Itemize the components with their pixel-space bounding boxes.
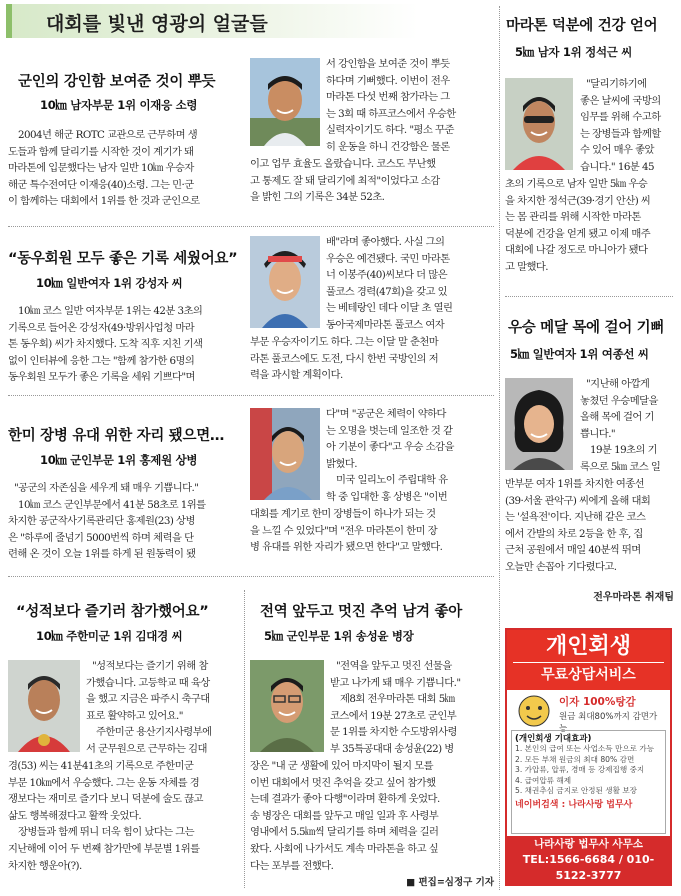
runner-portrait-icon [250, 236, 320, 328]
ad-phone[interactable]: TEL:1566-6684 / 010-5122-3777 [522, 853, 655, 882]
text-line: 받고 나가게 돼 매우 기쁩니다." [330, 676, 461, 689]
text-line: 을 했고 지금은 파주시 축구대 [86, 693, 210, 706]
article4-body-top [86, 658, 238, 758]
text-line: 라톤 풀코스에도 도전, 다시 한번 국방인의 저 [250, 352, 439, 365]
text-line: 놓쳤던 우승메달을 [580, 394, 658, 407]
banner-title: 대회를 빛낸 영광의 얼굴들 [46, 13, 268, 35]
text-line: 서 강인함을 보여준 것이 뿌듯 [326, 58, 450, 70]
article5-body-top [330, 658, 494, 758]
text-line: 동아국제마라톤 풀코스 여자 [326, 318, 445, 331]
ad-address: 서울시 구로구 구로동 [555, 886, 622, 894]
article1-body-left [8, 127, 244, 210]
text-line: 문 1위를 차지한 수도방위사령 [330, 726, 457, 739]
article7-subhead: 5㎞ 일반여자 1위 여종선 씨 [510, 347, 649, 361]
ad-benefits-box [511, 730, 666, 834]
ad-rate: 이자 100%탕감 [559, 696, 636, 708]
text-line: 력을 과시할 계획이다. [250, 369, 343, 382]
text-line: 밝혔다. [326, 457, 357, 470]
text-line: 지난해에 이어 두 번째 참가만에 부문별 1위를 [8, 842, 200, 855]
article5-photo [250, 660, 324, 752]
text-line: 풀코스 경력(47회)을 갖고 있 [326, 285, 448, 298]
article2-headline: “동우회원 모두 좋은 기록 세웠어요” [8, 251, 238, 267]
runner-portrait-icon [505, 78, 573, 170]
divider [8, 395, 494, 396]
article2-subhead: 10㎞ 일반여자 1위 강성자 씨 [36, 276, 183, 290]
text-line: 영내에서 5.5㎞씩 달리기를 하며 체력을 길러 [250, 826, 439, 839]
text-line: 덕분에 건강을 얻게 됐고 이제 매주 [505, 227, 651, 240]
text-line: 고 말했다. [505, 260, 549, 273]
text-line: (39·서울 관악구) 씨에게 올해 대회 [505, 494, 651, 507]
text-line: 부문 우승자이기도 하다. 그는 이달 말 춘천마 [250, 336, 439, 348]
text-line: 이고 업무 효율도 올랐습니다. 코스도 무난했 [250, 158, 436, 170]
text-line: 히 운동을 하니 건강함은 물론 [326, 140, 450, 153]
text-line: "성적보다는 즐기기 위해 참 [92, 660, 208, 672]
text-line: 반부문 여자 1위를 차지한 여종선 [505, 478, 645, 490]
article3-photo [250, 408, 320, 500]
article5-body-bottom [250, 758, 494, 874]
divider [505, 296, 673, 297]
article2-body-right [326, 234, 494, 334]
text-line: 습니다." 16분 45 [580, 160, 654, 173]
article4-headline: “성적보다 즐기러 참가했어요” [16, 604, 209, 620]
text-line: 수 있어 매우 좋았 [580, 144, 654, 157]
article3-body-left [8, 480, 244, 563]
text-line: 2004년 해군 ROTC 교관으로 근무하며 생 [18, 129, 198, 141]
ad-box-item: 4. 급여압류 해제 [515, 775, 572, 785]
text-line: 장병들과 함께 뛰니 더욱 힘이 났다는 그는 [18, 826, 195, 839]
article5-subhead: 5㎞ 군인부문 1위 송성윤 병장 [264, 629, 414, 643]
advertisement[interactable] [505, 628, 672, 894]
article7-body-bottom [505, 476, 675, 576]
text-line: 아 기분이 좋다"고 우승 소감을 [326, 441, 454, 454]
text-line: 올해 목에 걸어 기 [580, 411, 654, 424]
text-line: 10㎞ 코스 일반 여자부문 1위는 42분 3초의 [18, 305, 203, 317]
ad-office-name: 나라사랑 법무사 사무소 [534, 838, 643, 850]
text-line: 좋은 날씨에 국방의 [580, 94, 661, 107]
article6-body-top [580, 76, 674, 176]
text-line: 배"라며 좋아했다. 사실 그의 [326, 236, 445, 248]
text-line: 는 3회 때 하프코스에서 우승한 [326, 107, 456, 120]
text-line: 차지한 공군작사기록관리단 홍제원(23) 상병 [8, 515, 195, 528]
text-line: 다는 포부를 전했다. [250, 859, 334, 872]
text-line: 련해 온 것이 오늘 1위를 하게 된 원동력이 됐 [8, 548, 196, 561]
article4-subhead: 10㎞ 주한미군 1위 김대경 씨 [36, 629, 183, 643]
text-line: 부 35특공대대 송성윤(22) 병 [330, 742, 454, 755]
article6-headline: 마라톤 덕분에 건강 얻어 [506, 18, 658, 34]
article6-subhead: 5㎞ 남자 1위 정석근 씨 [515, 45, 633, 59]
text-line: 너 이봉주(40)씨보다 더 많은 [326, 269, 448, 282]
text-line: 는 몸 관리를 위해 시작한 마라톤 [505, 211, 641, 224]
text-line: "전역을 앞두고 멋진 선물을 [336, 660, 452, 672]
text-line: 은 "하루에 줄넘기 5000번씩 하며 체력을 단 [8, 531, 194, 544]
text-line: 이번 대회에서 멋진 추억을 갖고 싶어 참가했 [250, 776, 436, 789]
article7-photo [505, 378, 573, 470]
divider [8, 226, 494, 227]
article4-photo [8, 660, 80, 752]
text-line: 부문 10㎞에서 우승했다. 그는 운동 자체를 경 [8, 776, 200, 789]
ad-search-label[interactable]: 네이버검색 : 나라사랑 법무사 [515, 800, 633, 811]
text-line: 는 오명을 벗는데 일조한 것 같 [326, 424, 453, 437]
text-line: "공군의 자존심을 세우게 돼 매우 기쁩니다." [14, 482, 199, 494]
text-line: 초의 기록으로 남자 일반 5㎞ 우승 [505, 178, 648, 190]
text-line: 차지한 행운아(?). [8, 859, 82, 872]
article2-body-left [8, 303, 244, 386]
text-line: 대회에 나갈 정도로 마니아가 됐다 [505, 244, 648, 257]
text-line: 경(53) 씨는 41분41초의 기록으로 주한미군 [8, 760, 194, 772]
text-line: 을 밝힌 그의 기록은 34분 52초. [250, 191, 385, 204]
text-line: 이 함께하는 대회에서 1위를 한 것과 군인으로 [8, 195, 200, 208]
text-line: 기록으로 들어온 강성자(49·방위사업청 마라 [8, 321, 195, 334]
text-line: 학 중 입대한 홍 상병은 "이번 [326, 490, 448, 503]
text-line: 미국 일리노이 주립대학 유 [336, 474, 448, 487]
text-line: 는데 결과가 좋아 다행"이라며 환하게 웃었다. [250, 793, 440, 806]
article2-body-bottom [250, 334, 494, 384]
text-line: "달리기하기에 [586, 78, 647, 90]
text-line: 장은 "내 군 생활에 있어 마지막이 될지 모를 [250, 760, 433, 772]
ad-box-item: 3. 가압류, 압류, 경매 등 강제집행 중지 [515, 765, 645, 775]
text-line: 삶도 행복해졌다고 활짝 웃었다. [8, 809, 142, 822]
article7-headline: 우승 메달 목에 걸어 기뻐 [508, 320, 665, 336]
text-line: 다"며 "공군은 체력이 약하다 [326, 408, 446, 420]
article1-subhead: 10㎞ 남자부문 1위 이재응 소령 [40, 98, 198, 112]
text-line: 는 베테랑인 데다 이달 초 열린 [326, 302, 453, 315]
text-line: 대회를 계기로 한미 장병들이 하나가 되는 것 [250, 508, 436, 520]
ad-box-title: (개인회생 기대효과) [515, 734, 592, 744]
text-line: 가했습니다. 고등학교 때 육상 [86, 676, 210, 689]
article4-body-bottom [8, 758, 238, 874]
text-line: 서 군무원으로 근무하는 김대 [86, 742, 207, 755]
text-line: 에서 간발의 차로 2등을 한 후, 집 [505, 527, 643, 540]
ad-title: 개인회생 [545, 634, 631, 659]
runner-portrait-icon [250, 408, 320, 500]
text-line: 송 병장은 대회를 앞두고 매일 일과 후 사령부 [250, 809, 439, 822]
text-line: 코스에서 19분 27초로 군인부 [330, 709, 457, 722]
text-line: 없이 인터뷰에 응한 그는 "함께 참가한 6명의 [8, 354, 195, 367]
text-line: 하다며 기뻐했다. 이번이 전우 [326, 74, 450, 87]
text-line: 는 '설욕전'이다. 지난해 같은 코스 [505, 511, 646, 524]
ad-box-item: 5. 채권추심 금지로 안정된 생활 보장 [515, 786, 638, 796]
runner-portrait-icon [505, 378, 573, 470]
text-line: 우승은 예견됐다. 국민 마라톤 [326, 252, 450, 265]
text-line: "지난해 아깝게 [586, 378, 650, 390]
text-line: 실력자이기도 하다. "평소 꾸준 [326, 124, 454, 137]
article1-body-right [326, 56, 494, 156]
text-line: 해군 특수전여단 이재응(40)소령. 그는 민·군 [8, 178, 194, 191]
article3-body-right [326, 406, 494, 506]
article5-headline: 전역 앞두고 멋진 추억 남겨 좋아 [260, 604, 462, 620]
article2-photo [250, 236, 320, 328]
text-line: 마라톤에 입문했다는 남자 일반 10㎞ 우승자 [8, 162, 194, 175]
section-banner [6, 4, 418, 38]
text-line: 제8회 전우마라톤 대회 5㎞ [340, 693, 455, 706]
text-line: 마라톤 다섯 번째 참가라는 그 [326, 91, 450, 104]
text-line: 표로 활약하고 있어요." [86, 709, 183, 722]
text-line: 19분 19초의 기 [590, 444, 658, 457]
ad-subtitle: 무료상담서비스 [513, 662, 664, 687]
text-line: 왔다. 사회에 나가서도 계속 마라톤을 하고 싶 [250, 842, 439, 855]
text-line: 근처 공원에서 매일 40분씩 뛰며 [505, 544, 641, 557]
divider [8, 576, 494, 577]
article1-headline: 군인의 강인함 보여준 것이 뿌듯 [18, 74, 216, 90]
article6-photo [505, 78, 573, 170]
text-line: 10㎞ 코스 군인부문에서 41분 58초로 1위를 [18, 498, 206, 511]
article1-body-bottom [250, 156, 494, 206]
text-line: 록으로 5㎞ 코스 일 [580, 460, 661, 473]
article6-body-bottom [505, 176, 675, 276]
text-line: 을 느낄 수 있었다"며 "전우 마라톤이 한미 장 [250, 524, 438, 537]
text-line: 오늘만 손꼽아 기다렸다고. [505, 560, 617, 573]
article1-photo [250, 58, 320, 146]
text-line: 는 장병들과 함께할 [580, 127, 661, 140]
article7-body-top [580, 376, 674, 476]
text-line: 고 통제도 잘 돼 달리기에 최적"이었다고 소감 [250, 174, 440, 187]
article3-body-bottom [250, 506, 494, 556]
text-line: 쁩니다." [580, 427, 616, 440]
ad-box-item: 1. 본인의 급여 또는 사업소득 만으로 가능 [515, 744, 655, 754]
runner-portrait-icon [8, 660, 80, 752]
mascot-icon [513, 694, 555, 732]
ad-box-item: 2. 모든 부채 원금의 최대 80% 감면 [515, 754, 635, 764]
ad-rate-sub: 원금 최대80%까지 감면가능 [559, 712, 658, 734]
article3-headline: 한미 장병 유대 위한 자리 됐으면… [8, 428, 225, 444]
text-line: 쟁보다는 재미로 즐기다 보니 덕분에 술도 끊고 [8, 793, 203, 806]
runner-portrait-icon [250, 58, 320, 146]
text-line: 동우회원 모두가 좋은 기록을 세워 기쁘다"며 [8, 371, 195, 384]
article3-subhead: 10㎞ 군인부문 1위 홍제원 상병 [40, 453, 198, 467]
runner-portrait-icon [250, 660, 324, 752]
credit: 전우마라톤 취재팀 [593, 592, 674, 603]
column-divider [244, 590, 245, 888]
ad-header [507, 630, 670, 690]
byline: ■ 편집=심정구 기자 [406, 877, 494, 888]
text-line: 도들과 함께 달리기를 시작한 것이 계기가 돼 [8, 145, 194, 158]
text-line: 병 유대를 위한 자리가 됐으면 한다"고 말했다. [250, 541, 443, 554]
text-line: 톤 동우회) 씨가 차지했다. 도착 직후 지친 기색 [8, 338, 203, 351]
text-line: 임무를 위해 수고하 [580, 111, 661, 124]
ad-contact [507, 836, 670, 894]
column-divider [499, 6, 500, 890]
text-line: 주한미군 용산기지사령부에 [96, 726, 212, 739]
text-line: 을 차지한 정석근(39·경기 안산) 씨 [505, 194, 651, 207]
